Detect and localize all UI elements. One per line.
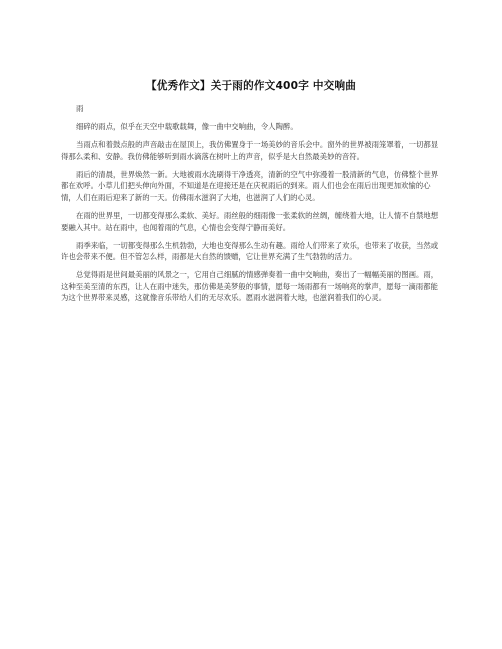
paragraph-6: 总觉得雨是世间最美丽的风景之一，它用自己细腻的情感弹奏着一曲中交响曲，奏出了一幅幅美丽的图画。雨，这种至美至清的东西，让人在雨中迷失，那仿佛是美梦般的事情，愿每一场雨都有一场响亮的掌声，愿每一滴雨都能为这个世界带来灵感，这就像音乐带给人们的无尽欢乐。愿雨水滋润着大地，也滋润着我们的心灵。 xyxy=(61,270,439,303)
essay-heading: 雨 xyxy=(76,104,84,113)
paragraph-1: 细碎的雨点，似乎在天空中载歌载舞，像一曲中交响曲，令人陶醉。 xyxy=(76,122,298,132)
paragraph-4: 在雨的世界里，一切都变得那么柔软、美好。雨丝般的细雨像一张柔软的丝绸，缠绕着大地，让人情不自禁地想要融入其中。站在雨中，也闻着雨的气息，心情也会变得宁静而美好。 xyxy=(61,210,439,232)
paragraph-3: 雨后的清晨，世界焕然一新。大地被雨水洗刷得干净透亮，清新的空气中弥漫着一股清新的气息，仿佛整个世界都在欢呼。小草儿们把头伸向外面，不知道是在迎接还是在庆祝雨后的到来。雨人们也会在雨后出现更加欢愉的心情，人们在雨后迎来了新的一天。仿佛雨水滋润了大地，也滋润了人们的心灵。 xyxy=(61,169,439,202)
paragraph-2: 当雨点和着鼓点般的声音敲击在屋顶上，我仿佛置身于一场美妙的音乐会中。窗外的世界被雨笼罩着，一切都显得那么柔和、安静。我仿佛能够听到雨水滴落在树叶上的声音，似乎是大自然最美妙的音符。 xyxy=(61,140,439,161)
paragraph-5: 雨季来临，一切都变得那么生机勃勃，大地也变得那么生动有趣。雨给人们带来了欢乐，也带来了收获，当然或许也会带来不便。但不管怎么样，雨都是大自然的馈赠，它让世界充满了生气勃勃的活力。 xyxy=(61,240,439,262)
document-title: 【优秀作文】关于雨的作文400字 中交响曲 xyxy=(145,80,357,92)
document-body xyxy=(61,103,441,310)
